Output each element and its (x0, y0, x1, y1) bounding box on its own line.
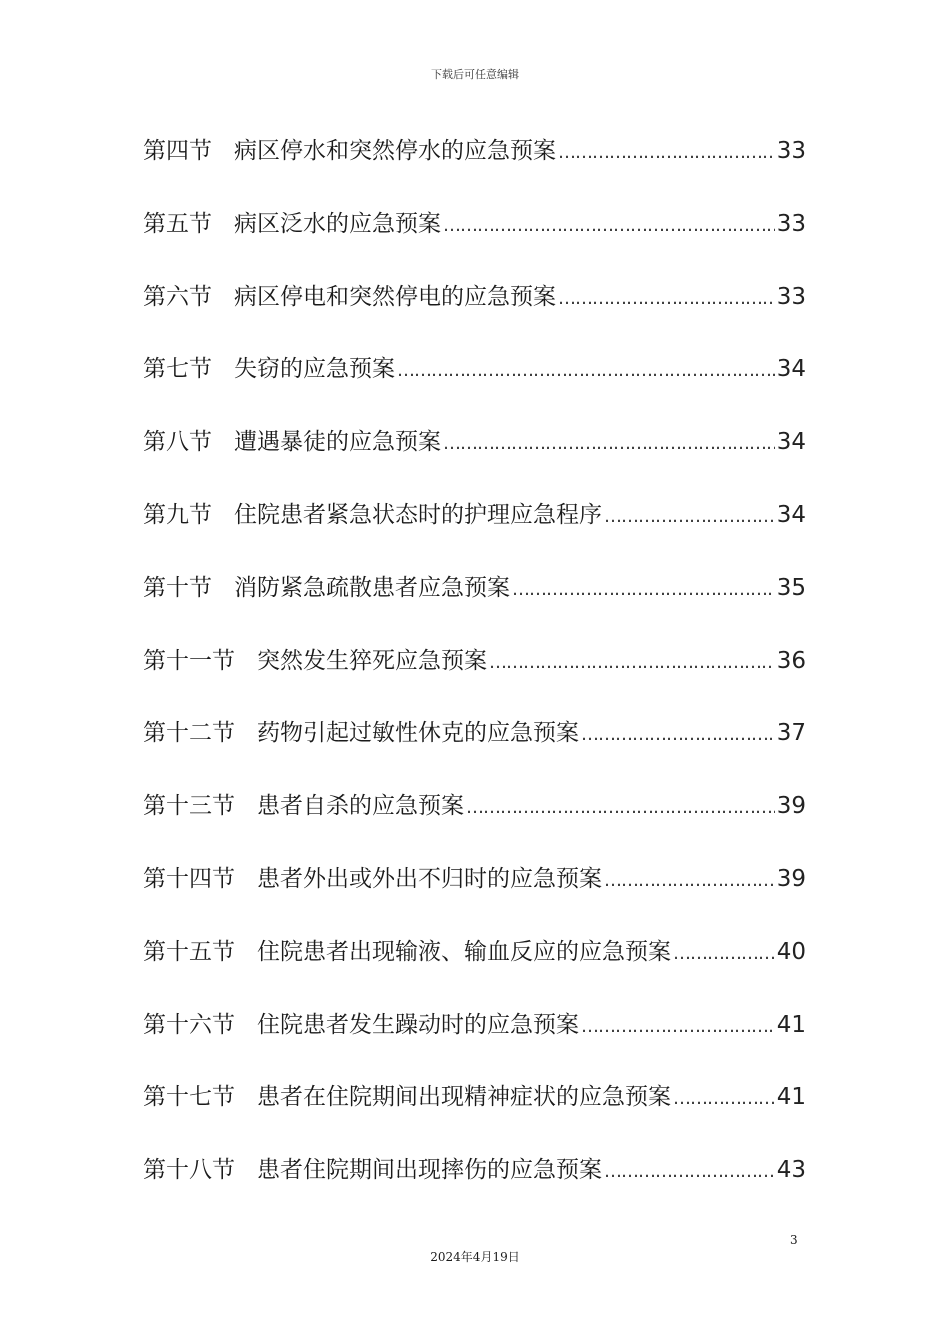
toc-title: 消防紧急疏散患者应急预案 (234, 574, 510, 601)
toc-title: 患者外出或外出不归时的应急预案 (257, 865, 602, 892)
toc-entry[interactable] (143, 929, 806, 1002)
toc-page-number: 39 (776, 865, 806, 892)
toc-title: 住院患者紧急状态时的护理应急程序 (234, 501, 602, 528)
toc-section-number: 第八节 (143, 429, 212, 456)
toc-page-number: 34 (776, 356, 806, 383)
toc-title: 住院患者发生躁动时的应急预案 (257, 1011, 579, 1038)
toc-title: 病区停电和突然停电的应急预案 (234, 283, 556, 310)
toc-entry[interactable] (143, 346, 806, 419)
toc-title: 遭遇暴徒的应急预案 (234, 429, 441, 456)
toc-page-number: 33 (776, 283, 806, 310)
toc-entry[interactable] (143, 856, 806, 929)
toc-entry[interactable] (143, 128, 806, 201)
toc-section-number: 第十节 (143, 574, 212, 601)
table-of-contents (143, 128, 806, 1220)
toc-leader-dots (673, 931, 775, 977)
toc-section-number: 第十七节 (143, 1084, 235, 1111)
toc-section-number: 第六节 (143, 283, 212, 310)
toc-entry[interactable] (143, 201, 806, 274)
toc-title: 失窃的应急预案 (234, 356, 395, 383)
toc-section-number: 第十一节 (143, 647, 235, 674)
toc-title: 病区停水和突然停水的应急预案 (234, 138, 556, 164)
toc-leader-dots (604, 858, 775, 904)
header-note: 下载后可任意编辑 (431, 68, 519, 81)
toc-entry[interactable] (143, 419, 806, 492)
toc-leader-dots (604, 1149, 775, 1195)
toc-section-number: 第十四节 (143, 865, 235, 892)
toc-leader-dots (443, 203, 775, 249)
toc-entry[interactable] (143, 492, 806, 565)
toc-page-number: 37 (776, 720, 806, 747)
toc-leader-dots (466, 785, 775, 831)
toc-page-number: 41 (776, 1084, 806, 1111)
toc-leader-dots (397, 348, 775, 394)
toc-entry[interactable] (143, 1074, 806, 1147)
toc-leader-dots (673, 1076, 775, 1122)
toc-page-number: 35 (776, 574, 806, 601)
toc-page-number: 40 (776, 938, 806, 965)
toc-page-number: 39 (776, 793, 806, 820)
toc-section-number: 第四节 (143, 138, 212, 164)
toc-title: 住院患者出现输液、输血反应的应急预案 (257, 938, 671, 965)
page-number: 3 (790, 1233, 798, 1247)
toc-leader-dots (604, 494, 775, 540)
toc-title: 病区泛水的应急预案 (234, 210, 441, 237)
toc-section-number: 第五节 (143, 210, 212, 237)
toc-section-number: 第十三节 (143, 793, 235, 820)
toc-section-number: 第七节 (143, 356, 212, 383)
toc-entry[interactable] (143, 638, 806, 711)
toc-entry[interactable] (143, 1002, 806, 1075)
toc-page-number: 33 (776, 210, 806, 237)
toc-title: 患者自杀的应急预案 (257, 793, 464, 820)
toc-entry[interactable] (143, 565, 806, 638)
toc-page-number: 33 (776, 138, 806, 164)
footer-date: 2024年4月19日 (430, 1250, 520, 1264)
toc-page-number: 34 (776, 429, 806, 456)
toc-leader-dots (558, 130, 775, 176)
toc-entry[interactable] (143, 274, 806, 347)
toc-page-number: 34 (776, 501, 806, 528)
toc-leader-dots (443, 421, 775, 467)
toc-leader-dots (581, 1004, 775, 1050)
toc-leader-dots (581, 712, 775, 758)
toc-page-number: 43 (776, 1157, 806, 1184)
toc-page-number: 36 (776, 647, 806, 674)
toc-leader-dots (489, 640, 775, 686)
toc-section-number: 第十八节 (143, 1157, 235, 1184)
toc-title: 突然发生猝死应急预案 (257, 647, 487, 674)
toc-section-number: 第十六节 (143, 1011, 235, 1038)
toc-section-number: 第九节 (143, 501, 212, 528)
toc-section-number: 第十五节 (143, 938, 235, 965)
toc-section-number: 第十二节 (143, 720, 235, 747)
toc-leader-dots (512, 567, 775, 613)
toc-leader-dots (558, 276, 775, 322)
toc-page-number: 41 (776, 1011, 806, 1038)
toc-title: 患者住院期间出现摔伤的应急预案 (257, 1157, 602, 1184)
toc-title: 药物引起过敏性休克的应急预案 (257, 720, 579, 747)
toc-entry[interactable] (143, 1147, 806, 1220)
toc-entry[interactable] (143, 710, 806, 783)
toc-title: 患者在住院期间出现精神症状的应急预案 (257, 1084, 671, 1111)
toc-entry[interactable] (143, 783, 806, 856)
